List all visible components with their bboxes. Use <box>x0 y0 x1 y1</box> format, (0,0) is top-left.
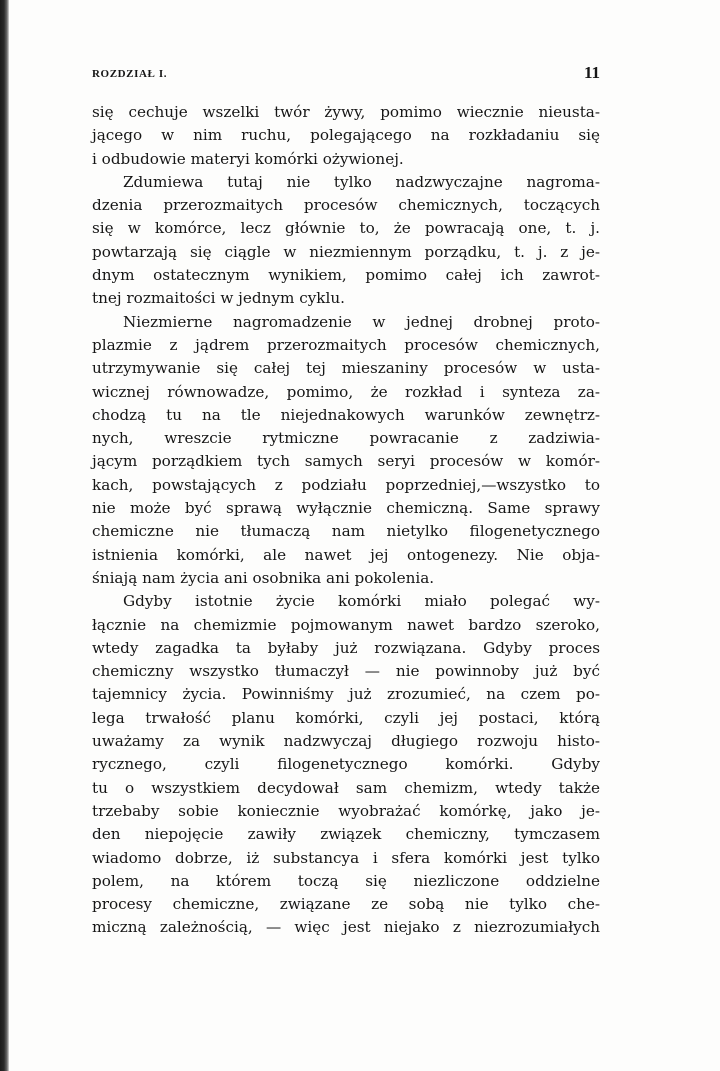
text-line: chemiczne nie tłumaczą nam nietylko filogenetycznego <box>92 522 600 541</box>
text-line: łącznie na chemizmie pojmowanym nawet bardzo szeroko, <box>92 615 600 634</box>
body-text <box>92 101 600 940</box>
text-line: wtedy zagadka ta byłaby już rozwiązana. Gdyby proces <box>92 638 600 657</box>
text-line: dzenia przerozmaitych procesów chemicznych, toczących <box>92 196 600 215</box>
text-line: Zdumiewa tutaj nie tylko nadzwyczajne nagroma- <box>123 172 600 191</box>
page-number: 11 <box>583 63 600 82</box>
text-line: tu o wszystkiem decydował sam chemizm, wtedy także <box>92 778 600 797</box>
text-line: tnej rozmaitości w jednym cyklu. <box>92 289 345 308</box>
text-line: utrzymywanie się całej tej mieszaniny procesów w usta- <box>92 359 600 378</box>
text-line: lega trwałość planu komórki, czyli jej postaci, którą <box>92 708 600 727</box>
text-line: uważamy za wynik nadzwyczaj długiego rozwoju histo- <box>92 732 600 751</box>
text-line: rycznego, czyli filogenetycznego komórki. Gdyby <box>92 755 600 774</box>
text-line: plazmie z jądrem przerozmaitych procesów chemicznych, <box>92 335 600 354</box>
paragraph <box>92 311 600 591</box>
text-line: tajemnicy życia. Powinniśmy już zrozumieć, na czem po- <box>92 685 600 704</box>
text-line: trzebaby sobie koniecznie wyobrażać komórkę, jako je- <box>92 801 600 820</box>
text-line: den niepojęcie zawiły związek chemiczny, tymczasem <box>92 825 600 844</box>
running-head <box>92 63 600 85</box>
text-line: powtarzają się ciągle w niezmiennym porządku, t. j. z je- <box>92 242 600 261</box>
paragraph <box>92 171 600 311</box>
text-line: wicznej równowadze, pomimo, że rozkład i synteza za- <box>92 382 600 401</box>
text-line: wiadomo dobrze, iż substancya i sfera komórki jest tylko <box>92 848 600 867</box>
text-line: chodzą tu na tle niejednakowych warunków zewnętrz- <box>92 405 600 424</box>
text-line: istnienia komórki, ale nawet jej ontogenezy. Nie obja- <box>92 545 600 564</box>
text-line: kach, powstających z podziału poprzedniej,—wszystko to <box>92 475 600 494</box>
chapter-label: ROZDZIAŁ I. <box>92 68 168 80</box>
text-line: Gdyby istotnie życie komórki miało polegać wy- <box>123 592 600 611</box>
text-line: się cechuje wszelki twór żywy, pomimo wiecznie nieusta- <box>92 103 600 121</box>
text-line: i odbudowie materyi komórki ożywionej. <box>92 149 404 168</box>
text-line: polem, na którem toczą się niezliczone oddzielne <box>92 871 600 890</box>
text-line: dnym ostatecznym wynikiem, pomimo całej ich zawrot- <box>92 266 600 285</box>
page-binding-edge <box>0 0 9 1071</box>
text-line: procesy chemiczne, związane ze sobą nie tylko che- <box>92 895 600 914</box>
text-line: Niezmierne nagromadzenie w jednej drobnej proto- <box>123 312 600 331</box>
text-line: nie może być sprawą wyłącznie chemiczną. Same sprawy <box>92 499 600 518</box>
text-line: jącego w nim ruchu, polegającego na rozkładaniu się <box>92 126 600 145</box>
text-line: miczną zależnością, — więc jest niejako z niezrozumiałych <box>92 918 600 937</box>
text-line: jącym porządkiem tych samych seryi procesów w komór- <box>92 452 600 471</box>
text-line: chemiczny wszystko tłumaczył — nie powinnoby już być <box>92 662 600 681</box>
text-line: nych, wreszcie rytmiczne powracanie z zadziwia- <box>92 429 600 448</box>
text-line: śniają nam życia ani osobnika ani pokolenia. <box>92 568 435 587</box>
paragraph <box>92 590 600 939</box>
paragraph <box>92 101 600 171</box>
text-line: się w komórce, lecz głównie to, że powracają one, t. j. <box>92 219 600 238</box>
